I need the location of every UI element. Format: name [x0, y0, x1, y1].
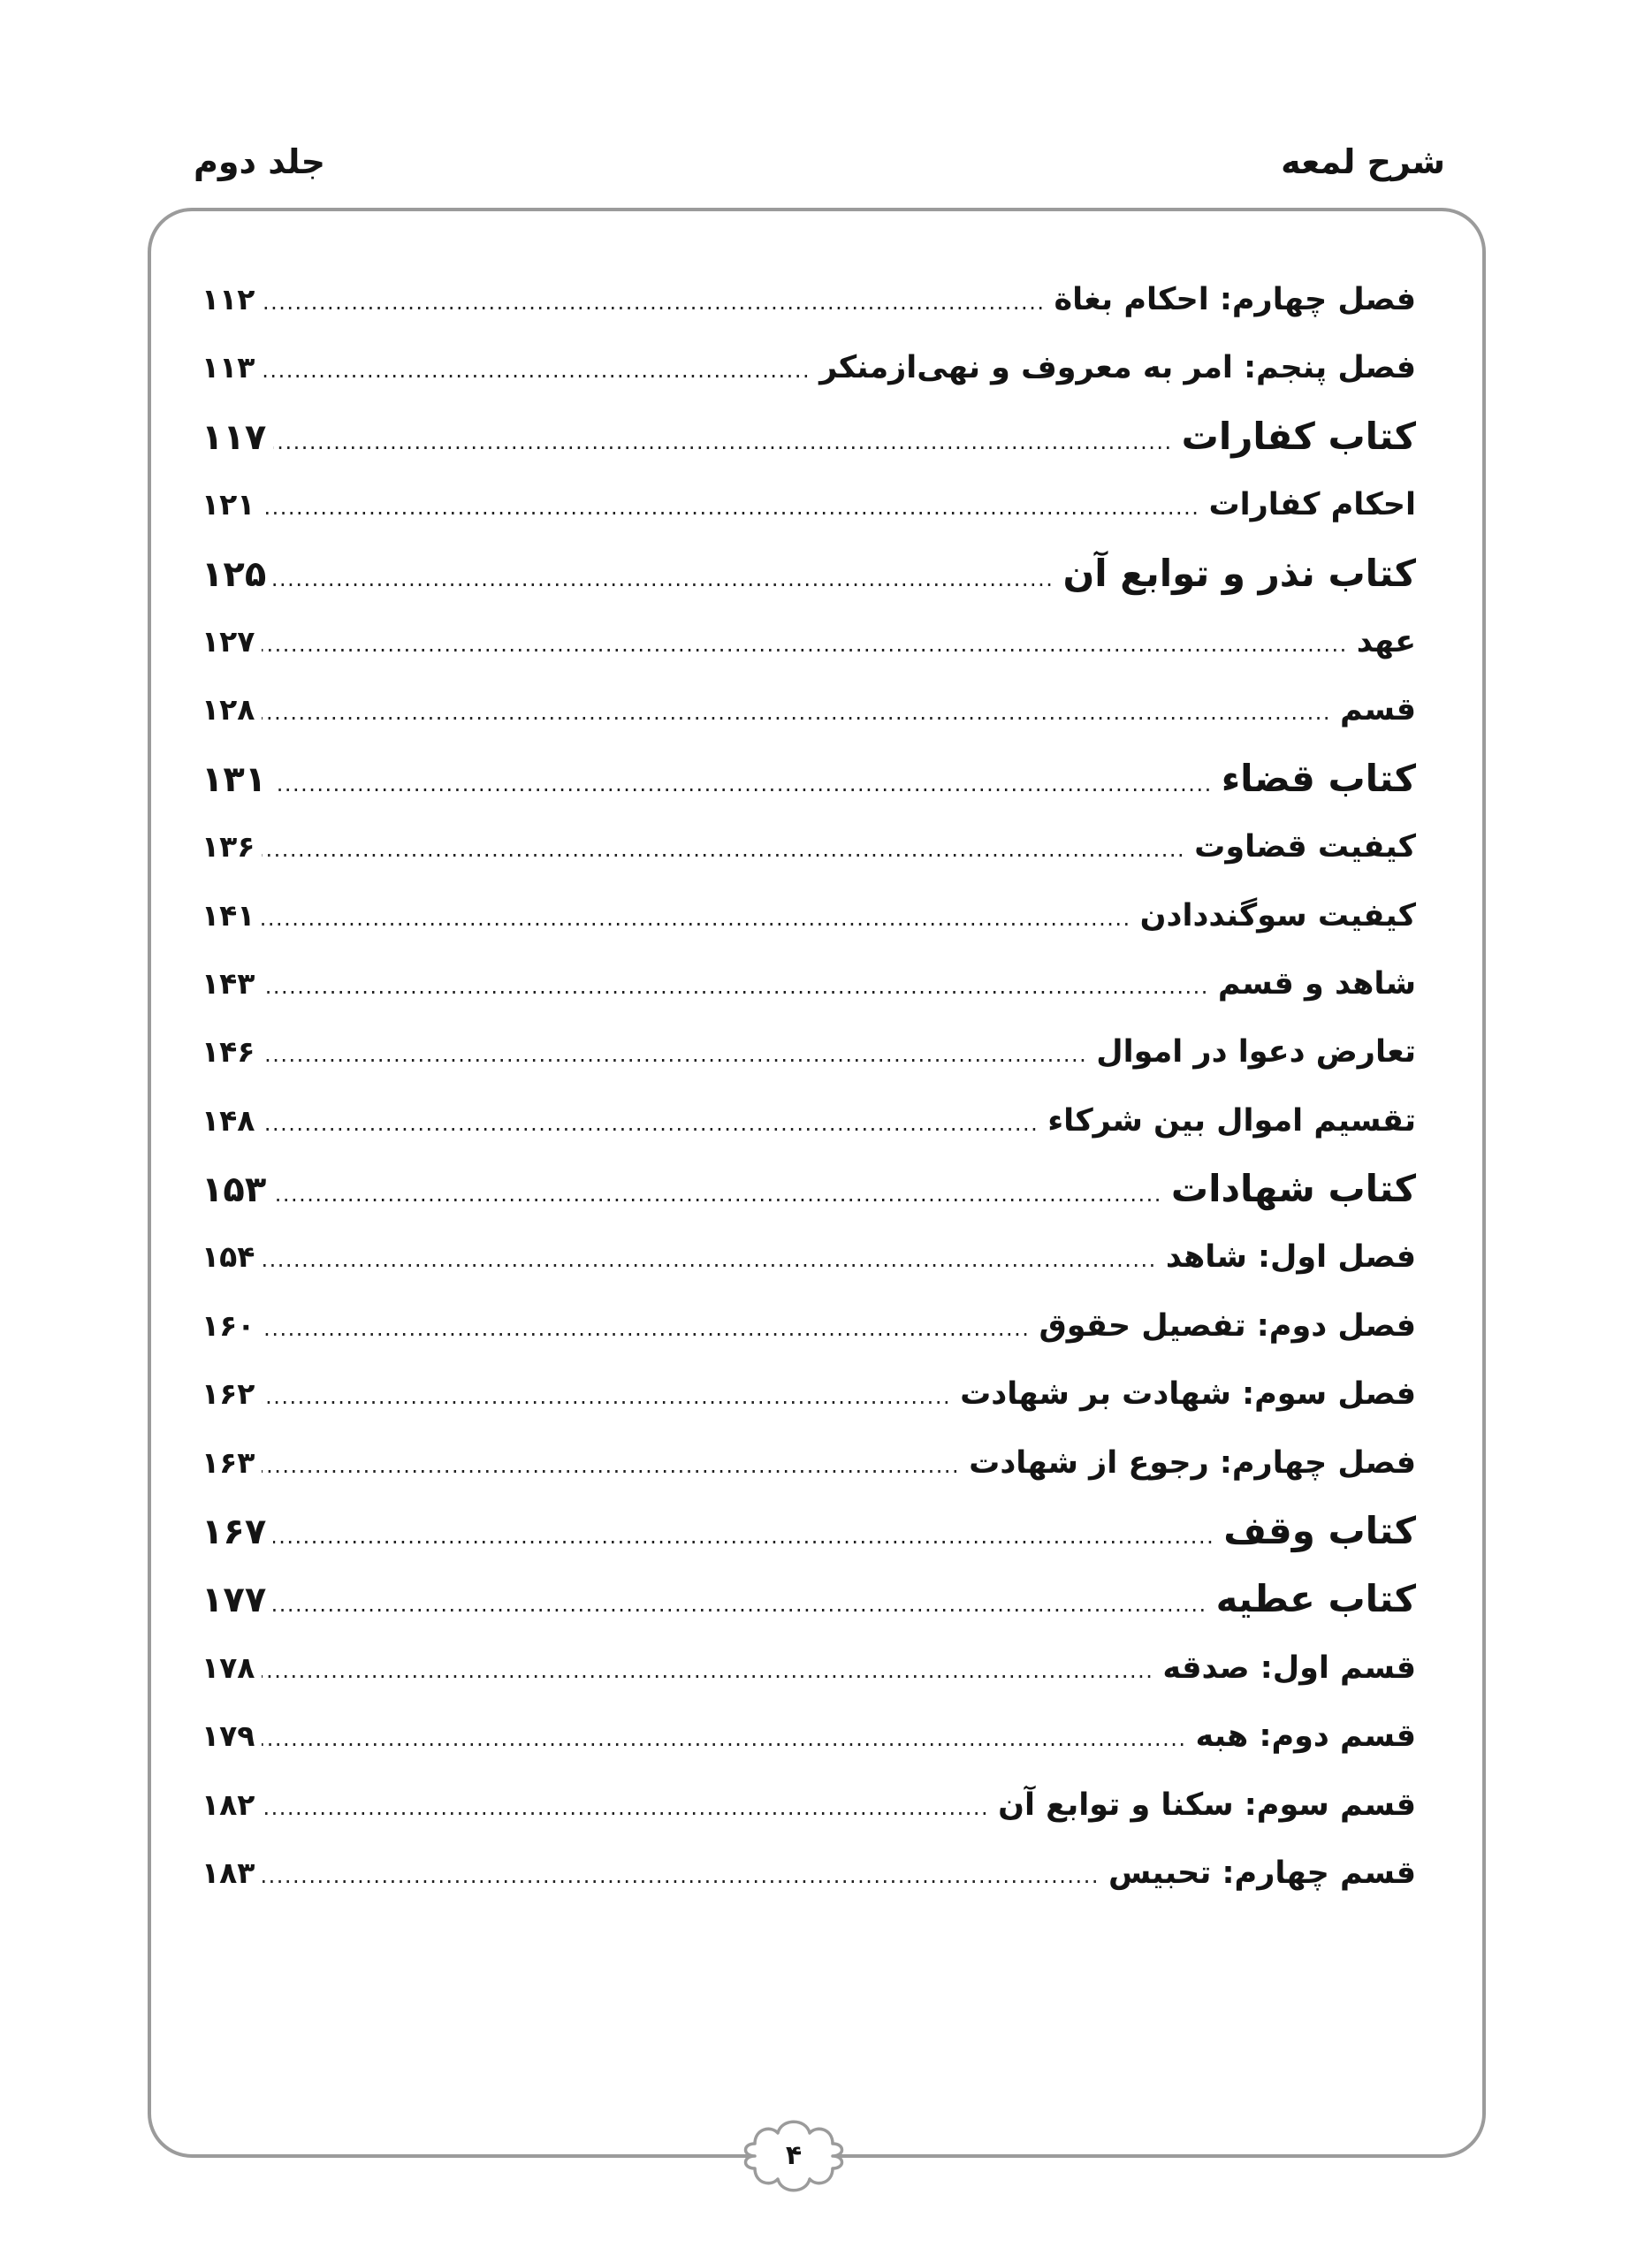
toc-entry-page-number: ۱۴۶ [202, 1034, 255, 1070]
toc-dot-leader [262, 1705, 1186, 1770]
toc-entry-title: فصل اول: شاهد [1165, 1239, 1416, 1276]
toc-entry-page-number: ۱۴۱ [202, 897, 255, 933]
toc-entry-page-number: ۱۵۴ [202, 1239, 255, 1275]
toc-entry-title: فصل پنجم: امر به معروف و نهی‌ازمنکر [819, 350, 1416, 386]
toc-entry-page-number: ۱۲۱ [202, 487, 255, 522]
toc-entry [202, 1702, 1416, 1770]
table-of-contents [202, 265, 1416, 1907]
toc-entry-title: فصل چهارم: احکام بغاة [1054, 282, 1416, 317]
toc-entry-page-number: ۱۱۳ [202, 350, 255, 385]
toc-entry-page-number: ۱۲۸ [202, 692, 255, 728]
toc-dot-leader [262, 1432, 960, 1497]
toc-dot-leader [262, 1295, 1030, 1360]
toc-entry-page-number: ۱۶۷ [202, 1512, 267, 1553]
toc-entry-page-number: ۱۳۱ [202, 758, 267, 800]
toc-dot-leader [262, 885, 1131, 949]
toc-entry-book [202, 539, 1416, 607]
toc-entry-book [202, 744, 1416, 812]
toc-entry-title: فصل سوم: شهادت بر شهادت [960, 1376, 1416, 1413]
toc-dot-leader [262, 1363, 951, 1428]
toc-entry-page-number: ۱۴۸ [202, 1102, 255, 1138]
toc-entry [202, 607, 1416, 675]
toc-entry-title: کیفیت سوگنددادن [1139, 897, 1416, 933]
page-number-badge [737, 2114, 850, 2198]
toc-entry-page-number: ۱۵۳ [202, 1170, 267, 1211]
toc-entry-page-number: ۱۳۶ [202, 829, 255, 865]
toc-entry-page-number: ۱۷۸ [202, 1650, 255, 1685]
toc-entry [202, 1360, 1416, 1428]
toc-entry-title: احکام کفارات [1208, 487, 1416, 523]
toc-entry [202, 333, 1416, 401]
toc-entry-page-number: ۱۱۷ [202, 416, 267, 458]
toc-entry [202, 1223, 1416, 1291]
toc-entry-title: قسم دوم: هبه [1195, 1718, 1416, 1755]
running-head-volume: جلد دوم [194, 142, 326, 181]
toc-entry [202, 1839, 1416, 1907]
toc-entry-page-number: ۱۱۲ [202, 282, 255, 316]
toc-entry-title: تعارض دعوا در اموال [1096, 1034, 1416, 1071]
toc-entry-book [202, 1497, 1416, 1565]
toc-entry [202, 265, 1416, 333]
toc-entry-title: کتاب عطیه [1215, 1577, 1416, 1621]
toc-entry-title: فصل دوم: تفصیل حقوق [1039, 1307, 1416, 1344]
toc-entry [202, 949, 1416, 1017]
toc-dot-leader [262, 1842, 1100, 1907]
toc-entry [202, 1292, 1416, 1360]
toc-entry-title: قسم [1340, 692, 1416, 728]
toc-dot-leader [273, 1503, 1214, 1565]
toc-entry-page-number: ۱۴۳ [202, 965, 255, 1001]
toc-entry [202, 1771, 1416, 1839]
toc-entry-title: کتاب نذر و توابع آن [1062, 551, 1416, 595]
toc-entry-title: کتاب وقف [1223, 1509, 1416, 1553]
toc-entry-book [202, 402, 1416, 470]
toc-dot-leader [262, 1226, 1156, 1291]
toc-entry-title: قسم چهارم: تحبیس [1108, 1855, 1416, 1891]
toc-dot-leader [262, 611, 1347, 675]
toc-entry-title: کتاب کفارات [1181, 414, 1416, 458]
toc-dot-leader [273, 1571, 1207, 1633]
toc-entry-page-number: ۱۶۳ [202, 1444, 255, 1480]
toc-entry [202, 812, 1416, 880]
toc-entry-title: کتاب شهادات [1170, 1167, 1416, 1211]
toc-entry-title: قسم اول: صدقه [1162, 1650, 1416, 1686]
toc-entry-title: قسم سوم: سکنا و توابع آن [998, 1787, 1416, 1823]
toc-dot-leader [273, 408, 1172, 470]
toc-entry-page-number: ۱۸۳ [202, 1855, 255, 1890]
toc-entry [202, 881, 1416, 949]
toc-entry [202, 1429, 1416, 1497]
toc-entry-page-number: ۱۷۹ [202, 1718, 255, 1754]
toc-dot-leader [262, 816, 1185, 880]
toc-entry [202, 675, 1416, 743]
toc-entry-page-number: ۱۷۷ [202, 1580, 267, 1621]
toc-dot-leader [273, 1161, 1162, 1223]
toc-dot-leader [262, 474, 1199, 538]
toc-entry-page-number: ۱۶۰ [202, 1307, 255, 1343]
toc-entry-book [202, 1154, 1416, 1223]
toc-entry-page-number: ۱۶۲ [202, 1376, 255, 1412]
toc-entry-page-number: ۱۲۵ [202, 553, 267, 595]
toc-dot-leader [262, 1774, 989, 1839]
toc-entry [202, 1017, 1416, 1086]
toc-entry [202, 1086, 1416, 1154]
toc-dot-leader [262, 679, 1331, 743]
toc-entry-title: عهد [1356, 623, 1416, 659]
toc-dot-leader [273, 545, 1054, 607]
toc-dot-leader [262, 953, 1208, 1017]
toc-entry-page-number: ۱۲۷ [202, 623, 255, 659]
toc-dot-leader [262, 1021, 1087, 1086]
toc-entry [202, 470, 1416, 538]
toc-entry-title: کتاب قضاء [1221, 756, 1416, 800]
toc-entry-book [202, 1565, 1416, 1633]
toc-dot-leader [273, 751, 1212, 812]
toc-entry-title: تقسیم اموال بین شرکاء [1047, 1102, 1416, 1139]
toc-dot-leader [262, 269, 1045, 333]
toc-entry-title: فصل چهارم: رجوع از شهادت [969, 1444, 1416, 1481]
toc-entry-page-number: ۱۸۲ [202, 1787, 255, 1822]
toc-entry-title: شاهد و قسم [1217, 965, 1416, 1002]
running-head-book-title: شرح لمعه [1281, 142, 1445, 181]
toc-entry-title: کیفیت قضاوت [1194, 829, 1416, 865]
toc-entry [202, 1634, 1416, 1702]
toc-dot-leader [262, 337, 811, 401]
toc-dot-leader [262, 1637, 1153, 1702]
toc-dot-leader [262, 1090, 1039, 1154]
page-number: ۴ [785, 2140, 803, 2171]
